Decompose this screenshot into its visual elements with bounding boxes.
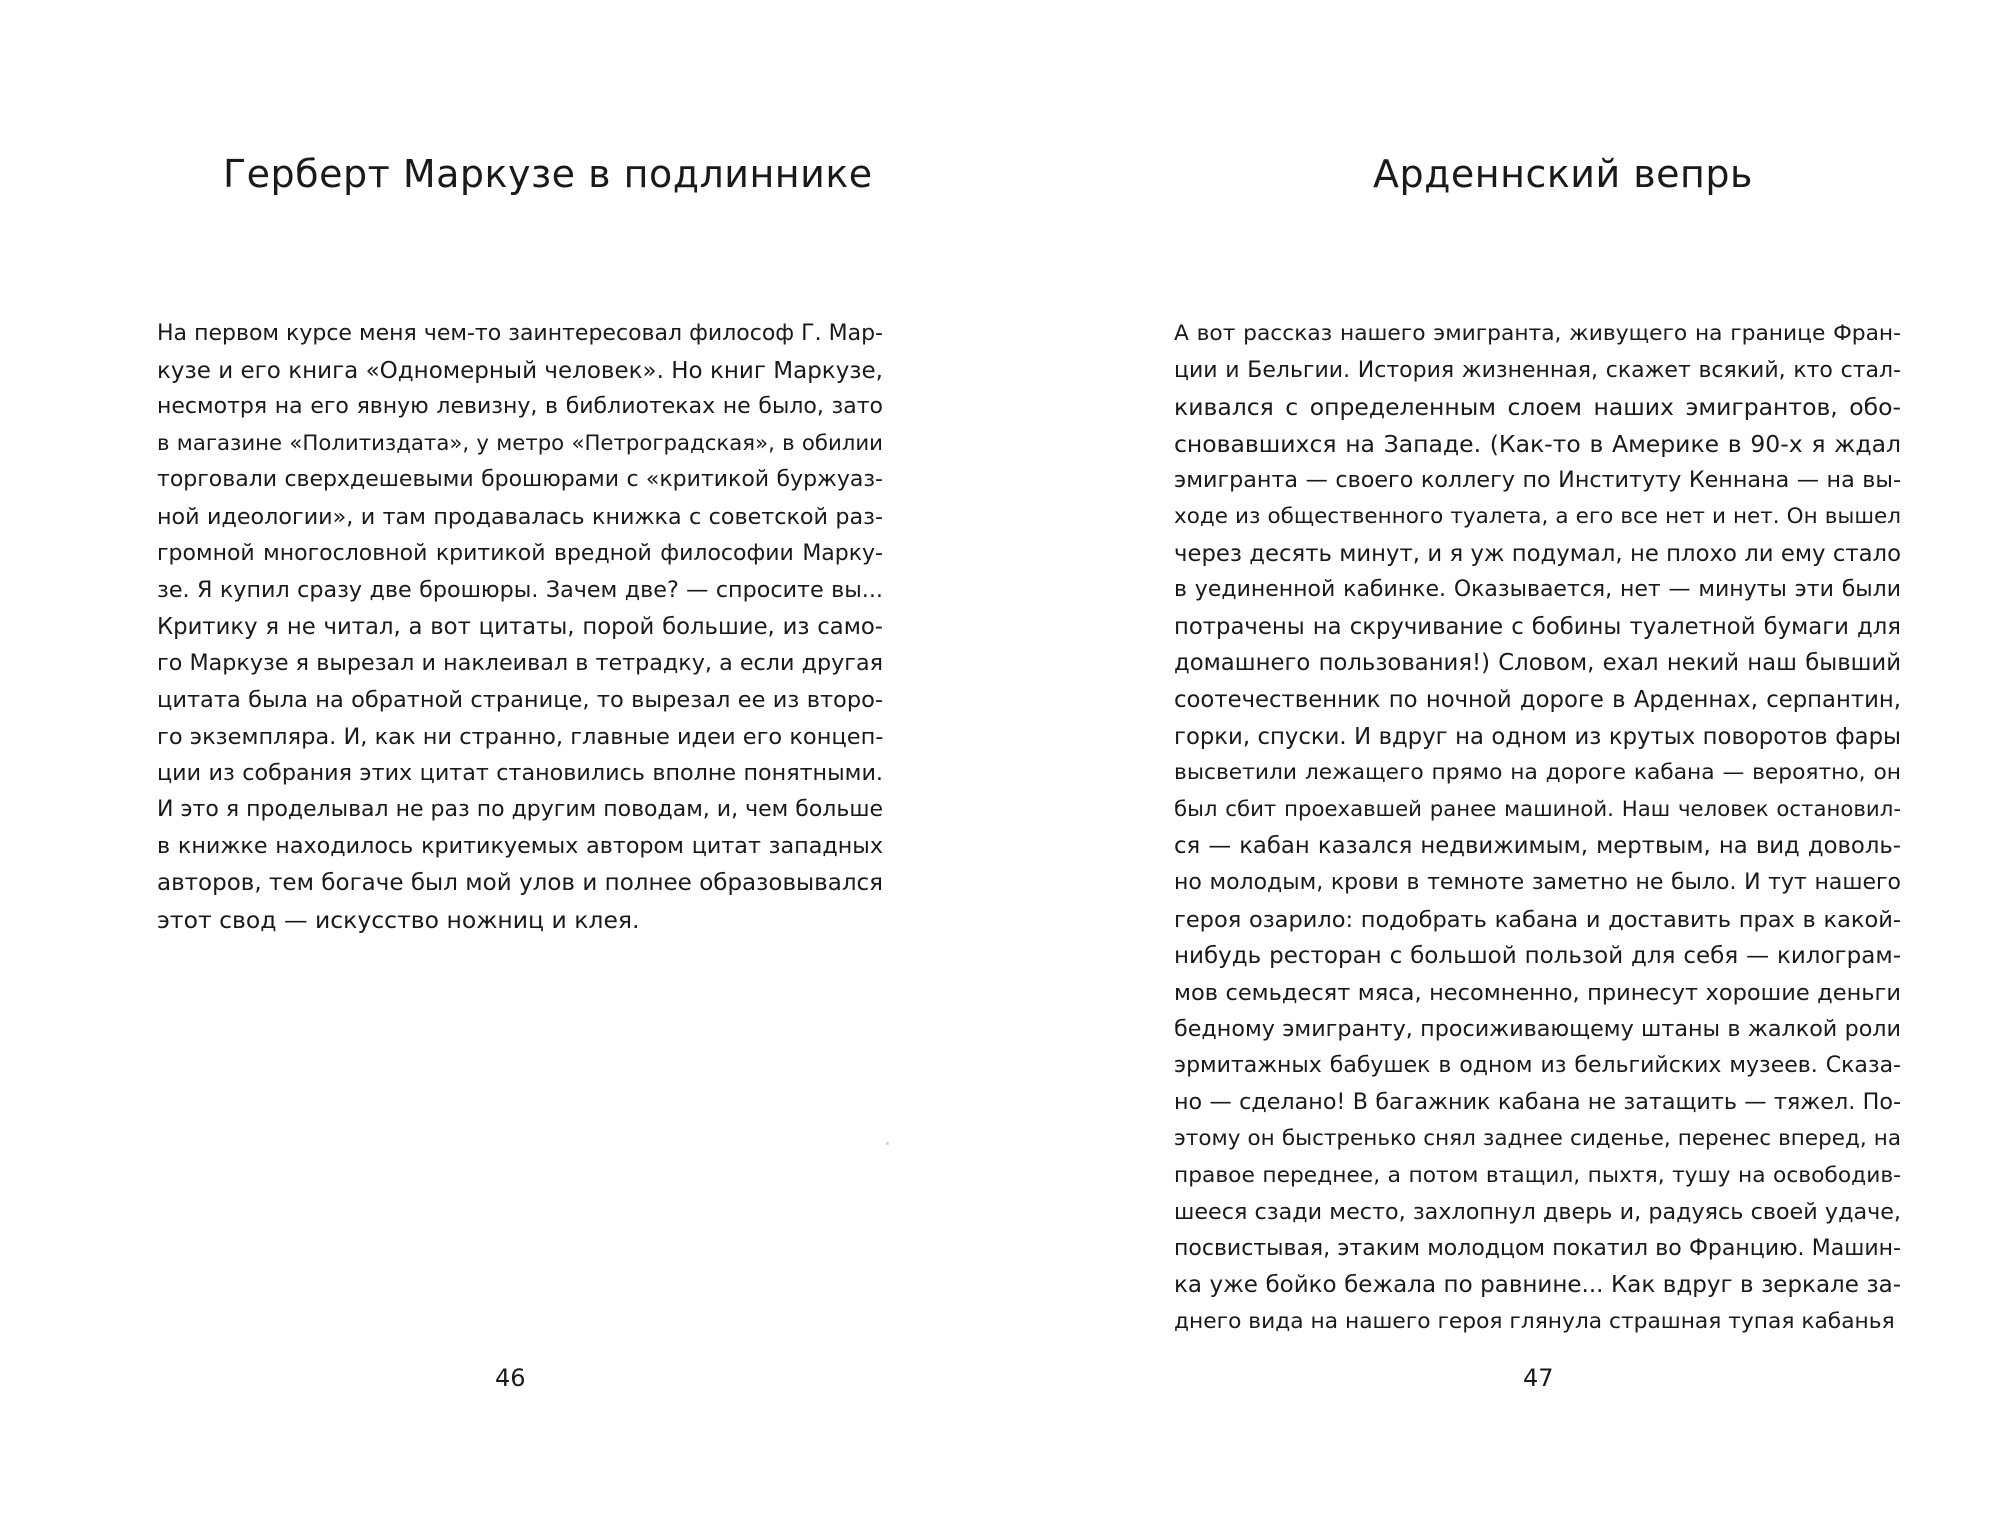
text-line: домашнего пользования!) Словом, ехал некий наш бывший <box>1174 650 1901 677</box>
text-line: бедному эмигранту, просиживающему штаны в жалкой роли <box>1174 1016 1901 1043</box>
text-line: но молодым, крови в темноте заметно не было. И тут нашего <box>1174 869 1901 895</box>
text-line: соотечественник по ночной дороге в Арденнах, серпантин, <box>1174 686 1901 713</box>
text-line: героя озарило: подобрать кабана и доставить прах в какой- <box>1174 906 1901 933</box>
text-line: кивался с определенным слоем наших эмигрантов, обо- <box>1174 393 1901 422</box>
text-line: го Маркузе я вырезал и наклеивал в тетрадку, а если другая <box>157 650 883 677</box>
text-line: но — сделано! В багажник кабана не затащить — тяжел. По- <box>1174 1089 1901 1116</box>
text-line: этому он быстренько снял заднее сиденье, перенес вперед, на <box>1174 1126 1901 1152</box>
text-line: цитата была на обратной странице, то вырезал ее из второ- <box>157 686 883 713</box>
paper-speck <box>886 1142 889 1145</box>
text-line: торговали сверхдешевыми брошюрами с «критикой буржуаз- <box>157 467 883 493</box>
text-line: И это я проделывал не раз по другим поводам, и, чем больше <box>157 796 883 822</box>
text-line: днего вида на нашего героя глянула страшная тупая кабанья <box>1174 1309 1895 1335</box>
text-line: ной идеологии», и там продавалась книжка с советской раз- <box>157 503 883 530</box>
text-line: Критику я не читал, а вот цитаты, порой большие, из само- <box>157 613 883 640</box>
text-line: через десять минут, и я уж подумал, не плохо ли ему стало <box>1174 540 1901 567</box>
right-page-body <box>1174 316 1901 1341</box>
text-line: громной многословной критикой вредной философии Марку- <box>157 540 883 566</box>
text-line: На первом курсе меня чем-то заинтересовал философ Г. Мар- <box>157 321 883 346</box>
text-line: зе. Я купил сразу две брошюры. Зачем две? — спросите вы... <box>157 577 883 604</box>
text-line: сновавшихся на Западе. (Как-то в Америке в 90-х я ждал <box>1174 429 1901 458</box>
left-page-number: 46 <box>495 1364 526 1392</box>
text-line: кузе и его книга «Одномерный человек». Но книг Маркузе, <box>157 357 883 384</box>
text-line: был сбит проехавшей ранее машиной. Наш человек остановил- <box>1174 796 1901 822</box>
text-line: ции из собрания этих цитат становились вполне понятными. <box>157 760 883 787</box>
text-line: несмотря на его явную левизну, в библиотеках не было, зато <box>157 394 883 420</box>
text-line: А вот рассказ нашего эмигранта, живущего на границе Фран- <box>1174 321 1901 346</box>
text-line: в магазине «Политиздата», у метро «Петроградская», в обилии <box>157 430 883 456</box>
right-page-number: 47 <box>1523 1364 1554 1392</box>
text-line: высветили лежащего прямо на дороге кабана — вероятно, он <box>1174 760 1901 786</box>
text-line: эрмитажных бабушек в одном из бельгийских музеев. Сказа- <box>1174 1052 1901 1078</box>
text-line: ходе из общественного туалета, а его все нет и нет. Он вышел <box>1174 503 1901 529</box>
text-line: посвистывая, этаким молодцом покатил во Францию. Машин- <box>1174 1235 1901 1261</box>
text-line: в уединенной кабинке. Оказывается, нет — минуты эти были <box>1174 577 1901 603</box>
text-line: ка уже бойко бежала по равнине... Как вдруг в зеркале за- <box>1174 1272 1901 1299</box>
text-line: правое переднее, а потом втащил, пыхтя, тушу на освободив- <box>1174 1162 1901 1188</box>
text-line: потрачены на скручивание с бобины туалетной бумаги для <box>1174 613 1901 640</box>
text-line: го экземпляра. И, как ни странно, главные идеи его концеп- <box>157 723 884 750</box>
text-line: авторов, тем богаче был мой улов и полнее образовывался <box>157 869 883 896</box>
left-page-body <box>157 316 883 938</box>
text-line: ся — кабан казался недвижимым, мертвым, на вид доволь- <box>1174 833 1901 860</box>
text-line: этот свод — искусство ножниц и клея. <box>157 905 640 934</box>
text-line: мов семьдесят мяса, несомненно, принесут хорошие деньги <box>1174 979 1901 1006</box>
text-line: горки, спуски. И вдруг на одном из крутых поворотов фары <box>1174 723 1901 750</box>
text-line: в книжке находилось критикуемых автором цитат западных <box>157 833 883 860</box>
text-line: эмигранта — своего коллегу по Институту Кеннана — на вы- <box>1174 467 1901 494</box>
right-page <box>1000 0 2000 1525</box>
right-page-title: Арденнский вепрь <box>1373 152 1753 196</box>
left-page-title: Герберт Маркузе в подлиннике <box>223 152 873 196</box>
text-line: шееся сзади место, захлопнул дверь и, радуясь своей удаче, <box>1174 1199 1901 1226</box>
text-line: ции и Бельгии. История жизненная, скажет всякий, кто стал- <box>1174 357 1901 383</box>
text-line: нибудь ресторан с большой пользой для себя — килограм- <box>1174 943 1901 970</box>
